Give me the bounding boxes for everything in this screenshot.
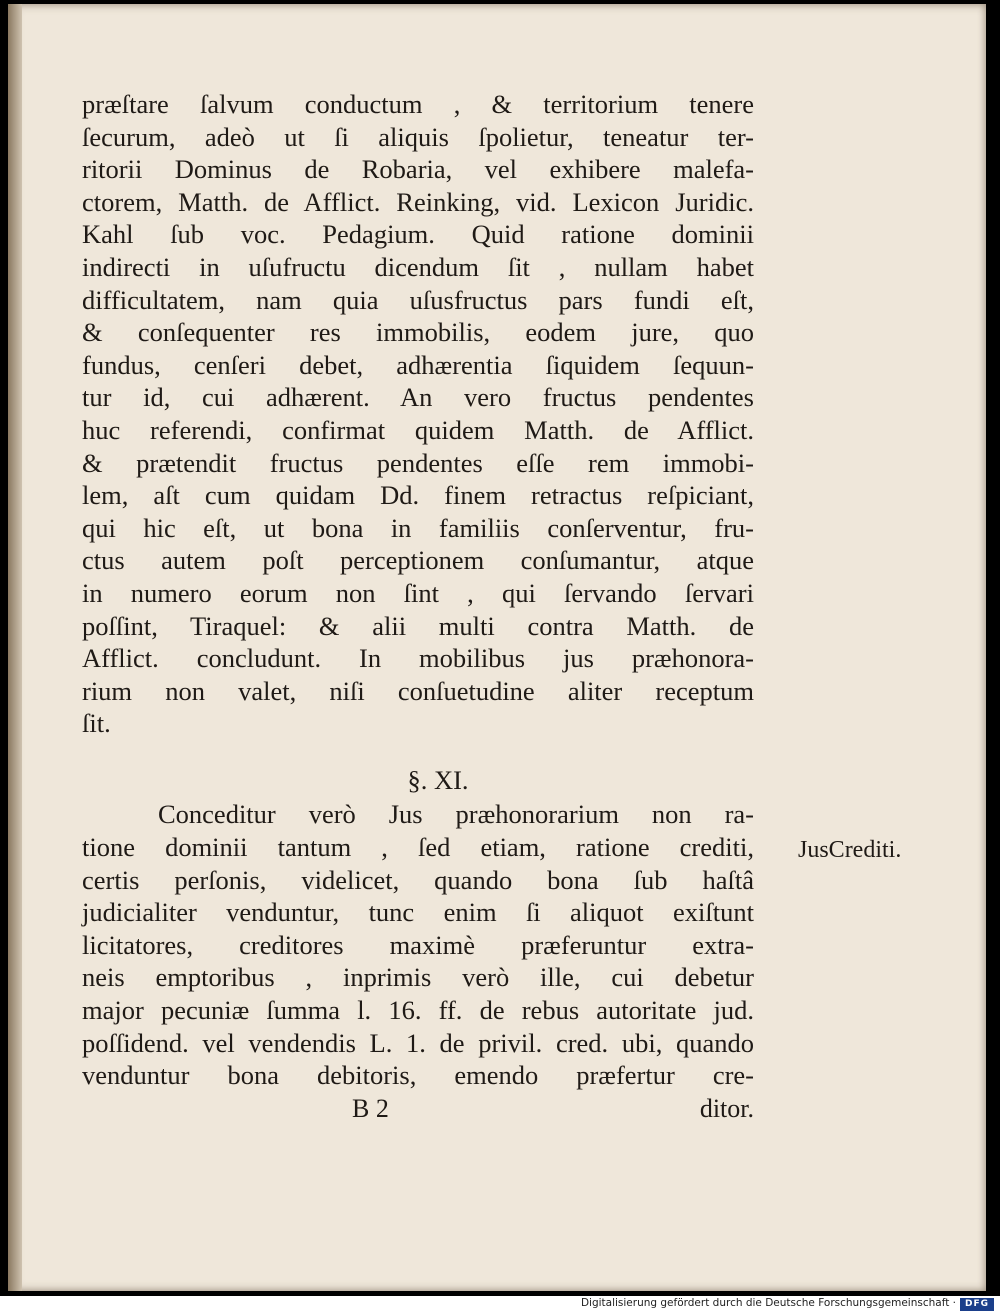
text-line: lem, aſt cum quidam Dd. finem retractus reſpiciant, [82,480,754,511]
catchword: ditor. [699,1094,754,1123]
dfg-logo: DFG [960,1298,994,1311]
signature-mark: B 2 [352,1094,389,1123]
text-line: qui hic eſt, ut bona in familiis conſerventur, fru- [82,512,754,543]
section-text-line: major pecuniæ ſumma l. 16. ff. de rebus autoritate jud. [82,995,754,1026]
text-line: poſſint, Tiraquel: & alii multi contra Matth. de [82,610,754,641]
digitization-footer [0,1296,1000,1314]
text-line: ctorem, Matth. de Afflict. Reinking, vid. Lexicon Juridic. [82,186,754,217]
text-line: indirecti in uſufructu dicendum ſit , nullam habet [82,251,754,282]
text-line: Afflict. concludunt. In mobilibus jus præhonora- [82,643,754,674]
section-text-line: licitatores, creditores maximè præferuntur extra- [82,929,754,960]
text-line: ritorii Dominus de Robaria, vel exhibere malefa- [82,154,754,185]
text-line: ſecurum, adeò ut ſi aliquis ſpolietur, teneatur ter- [82,121,754,152]
funding-credit: Digitalisierung gefördert durch die Deutsche Forschungsgemeinschaft · [580,1297,956,1309]
text-line: ſit. [82,708,111,739]
body-text [82,88,754,1092]
scanned-page [8,4,986,1291]
section-text-line: poſſidend. vel vendendis L. 1. de privil. cred. ubi, quando [82,1027,754,1058]
text-line: in numero eorum non ſint , qui ſervando ſervari [82,577,754,608]
section-text-line: Conceditur verò Jus præhonorarium non ra- [158,799,754,830]
page-footer-marks [82,1094,754,1126]
section-text-line: neis emptoribus , inprimis verò ille, cui debetur [82,962,754,993]
section-text-line: tione dominii tantum , ſed etiam, ratione crediti, [82,832,754,863]
text-line: ctus autem poſt perceptionem conſumantur, atque [82,545,754,576]
section-text-line: certis perſonis, videlicet, quando bona ſub haſtâ [82,864,754,895]
text-line: præſtare ſalvum conductum , & territorium tenere [82,89,754,119]
text-line: & conſequenter res immobilis, eodem jure, quo [82,317,754,348]
text-line: rium non valet, niſi conſuetudine aliter receptum [82,675,754,706]
marginal-note: JusCrediti. [798,837,902,863]
section-text-line: venduntur bona debitoris, emendo præfertur cre- [82,1060,754,1091]
text-line: fundus, cenſeri debet, adhærentia ſiquidem ſequun- [82,349,754,380]
text-line: tur id, cui adhærent. An vero fructus pendentes [82,382,754,413]
text-line: Kahl ſub voc. Pedagium. Quid ratione dominii [82,219,754,250]
text-line: difficultatem, nam quia uſusfructus pars fundi eſt, [82,284,754,315]
section-text-line: judicialiter venduntur, tunc enim ſi aliquot exiſtunt [82,897,754,928]
section-heading: §. XI. [407,764,469,795]
page-gutter-shadow [8,4,22,1291]
text-line: huc referendi, confirmat quidem Matth. de Afflict. [82,414,754,445]
text-line: & prætendit fructus pendentes eſſe rem immobi- [82,447,754,478]
